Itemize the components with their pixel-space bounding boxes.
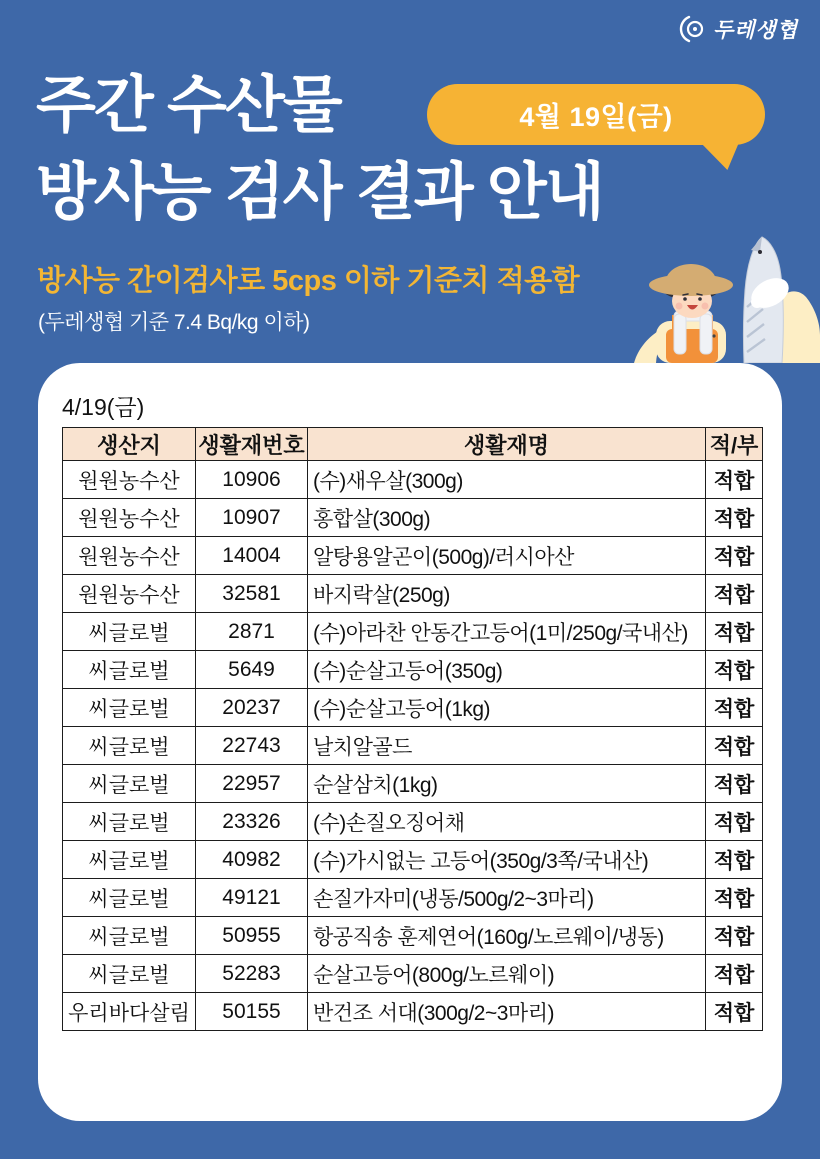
producer-cell: 원원농수산	[63, 537, 196, 575]
fisherman-illustration	[630, 235, 820, 363]
table-row	[63, 651, 763, 689]
table-row	[63, 993, 763, 1031]
item-number-cell: 14004	[196, 537, 308, 575]
producer-cell: 씨글로벌	[63, 651, 196, 689]
date-badge	[427, 84, 765, 145]
item-number-cell: 20237	[196, 689, 308, 727]
result-cell: 적합	[706, 727, 763, 765]
producer-cell: 씨글로벌	[63, 917, 196, 955]
producer-cell: 씨글로벌	[63, 727, 196, 765]
table-row	[63, 917, 763, 955]
item-number-cell: 49121	[196, 879, 308, 917]
producer-cell: 원원농수산	[63, 575, 196, 613]
table-row	[63, 575, 763, 613]
date-badge-label: 4월 19일(금)	[519, 102, 673, 132]
dure-coop-logo	[678, 14, 798, 44]
result-cell: 적합	[706, 575, 763, 613]
page-title-line2: 방사능 검사 결과 안내	[36, 158, 603, 227]
table-row	[63, 689, 763, 727]
producer-cell: 원원농수산	[63, 499, 196, 537]
header-result: 적/부	[706, 428, 763, 461]
item-name-cell: (수)아라찬 안동간고등어(1미/250g/국내산)	[308, 613, 706, 651]
standard-note-text: (두레생협 기준 7.4 Bq/kg 이하)	[38, 311, 310, 334]
table-row	[63, 537, 763, 575]
producer-cell: 씨글로벌	[63, 955, 196, 993]
table-row	[63, 841, 763, 879]
item-name-cell: (수)순살고등어(350g)	[308, 651, 706, 689]
producer-cell: 씨글로벌	[63, 689, 196, 727]
item-name-cell: 손질가자미(냉동/500g/2~3마리)	[308, 879, 706, 917]
producer-cell: 씨글로벌	[63, 613, 196, 651]
result-cell: 적합	[706, 461, 763, 499]
result-cell: 적합	[706, 955, 763, 993]
item-name-cell: 알탕용알곤이(500g)/러시아산	[308, 537, 706, 575]
item-name-cell: 순살고등어(800g/노르웨이)	[308, 955, 706, 993]
item-name-cell: 항공직송 훈제연어(160g/노르웨이/냉동)	[308, 917, 706, 955]
item-number-cell: 10907	[196, 499, 308, 537]
producer-cell: 씨글로벌	[63, 803, 196, 841]
item-number-cell: 23326	[196, 803, 308, 841]
result-cell: 적합	[706, 651, 763, 689]
result-cell: 적합	[706, 879, 763, 917]
fish-eye	[758, 250, 762, 254]
producer-cell: 씨글로벌	[63, 841, 196, 879]
results-card	[38, 363, 782, 1121]
item-name-cell: (수)손질오징어채	[308, 803, 706, 841]
header-item-number: 생활재번호	[196, 428, 308, 461]
item-number-cell: 50155	[196, 993, 308, 1031]
header-item-name: 생활재명	[308, 428, 706, 461]
table-row	[63, 613, 763, 651]
table-row	[63, 727, 763, 765]
result-cell: 적합	[706, 841, 763, 879]
item-name-cell: (수)새우살(300g)	[308, 461, 706, 499]
table-header-row	[63, 428, 763, 461]
result-cell: 적합	[706, 765, 763, 803]
table-row	[63, 499, 763, 537]
item-number-cell: 10906	[196, 461, 308, 499]
result-cell: 적합	[706, 993, 763, 1031]
item-number-cell: 32581	[196, 575, 308, 613]
table-row	[63, 803, 763, 841]
result-cell: 적합	[706, 537, 763, 575]
item-name-cell: (수)가시없는 고등어(350g/3쪽/국내산)	[308, 841, 706, 879]
item-name-cell: 날치알골드	[308, 727, 706, 765]
subtitle-text: 방사능 간이검사로 5cps 이하 기준치 적용함	[37, 265, 580, 297]
card-date-label: 4/19(금)	[62, 394, 145, 420]
dure-coop-logo-icon	[678, 14, 708, 44]
table-row	[63, 879, 763, 917]
item-name-cell: 순살삼치(1kg)	[308, 765, 706, 803]
result-cell: 적합	[706, 689, 763, 727]
producer-cell: 씨글로벌	[63, 879, 196, 917]
producer-cell: 씨글로벌	[63, 765, 196, 803]
page-title-line1: 주간 수산물	[36, 71, 341, 140]
results-table-body	[63, 461, 763, 1031]
table-row	[63, 461, 763, 499]
item-name-cell: 반건조 서대(300g/2~3마리)	[308, 993, 706, 1031]
header-producer: 생산지	[63, 428, 196, 461]
item-number-cell: 40982	[196, 841, 308, 879]
table-row	[63, 955, 763, 993]
logo-text: 두레생협	[712, 19, 798, 42]
table-row	[63, 765, 763, 803]
item-number-cell: 22743	[196, 727, 308, 765]
producer-cell: 원원농수산	[63, 461, 196, 499]
item-number-cell: 22957	[196, 765, 308, 803]
result-cell: 적합	[706, 613, 763, 651]
item-name-cell: 바지락살(250g)	[308, 575, 706, 613]
item-name-cell: 홍합살(300g)	[308, 499, 706, 537]
result-cell: 적합	[706, 917, 763, 955]
item-name-cell: (수)순살고등어(1kg)	[308, 689, 706, 727]
results-table	[62, 427, 763, 1031]
item-number-cell: 50955	[196, 917, 308, 955]
fisherman-head	[649, 264, 733, 318]
result-cell: 적합	[706, 499, 763, 537]
item-number-cell: 5649	[196, 651, 308, 689]
producer-cell: 우리바다살림	[63, 993, 196, 1031]
item-number-cell: 52283	[196, 955, 308, 993]
result-cell: 적합	[706, 803, 763, 841]
item-number-cell: 2871	[196, 613, 308, 651]
date-badge-tail	[698, 140, 740, 170]
